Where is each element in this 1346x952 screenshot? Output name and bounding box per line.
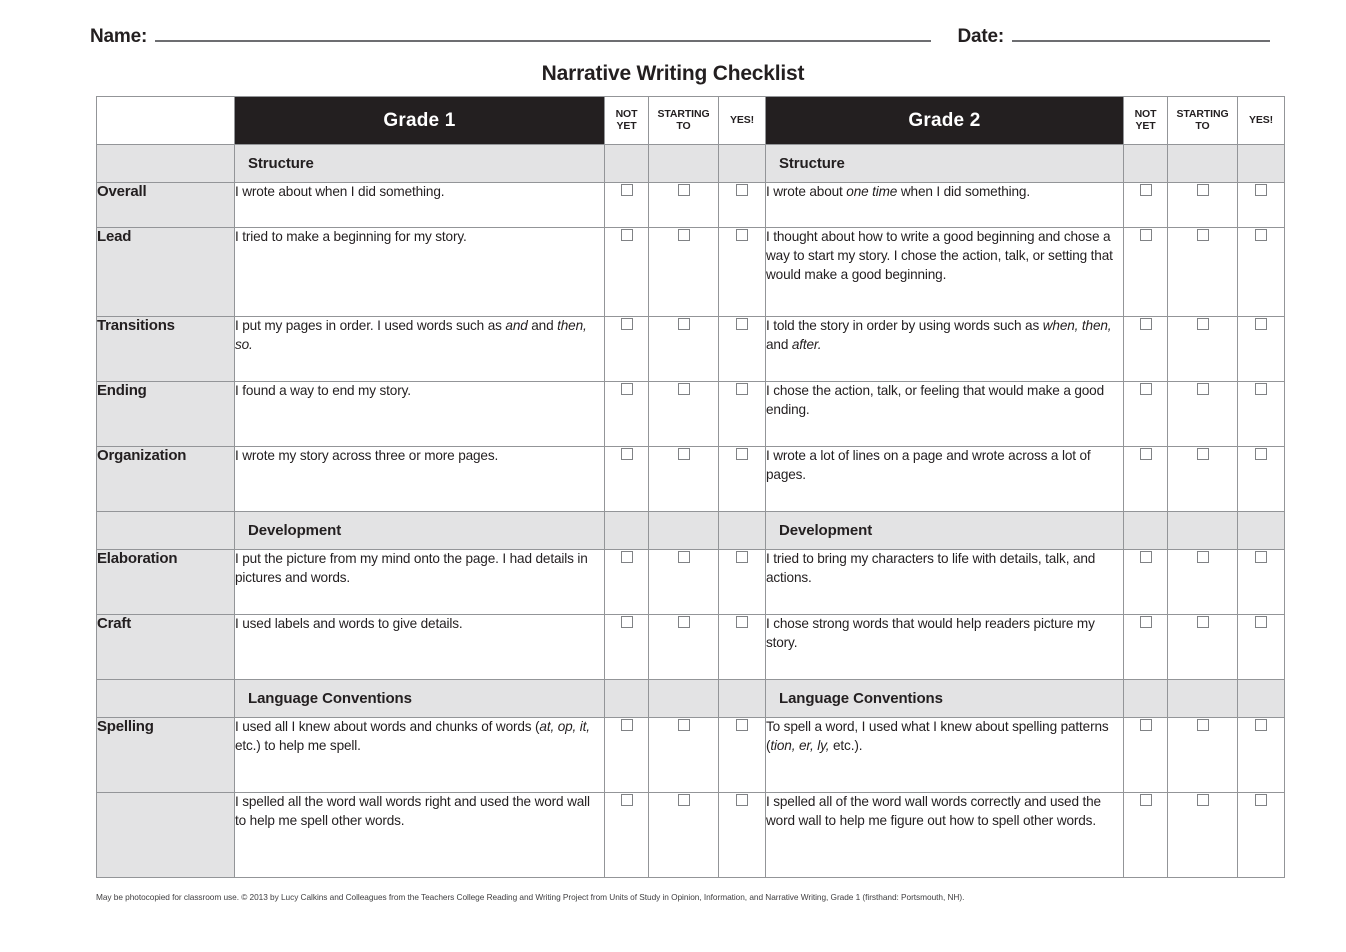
header-g1-yes (719, 97, 766, 145)
grade1-statement-spelling: I used all I knew about words and chunks of words (at, op, it, etc.) to help me spell. (235, 718, 605, 793)
checkbox-cell-g1-yes-lead[interactable] (719, 228, 766, 317)
checkbox-cell-g2-not-yet-elaboration[interactable] (1124, 550, 1168, 615)
checkbox-icon[interactable] (678, 318, 690, 330)
checkbox-cell-g2-yes-organization[interactable] (1238, 447, 1285, 512)
checkbox-icon[interactable] (621, 229, 633, 241)
checkbox-icon[interactable] (1140, 719, 1152, 731)
checkbox-cell-g2-starting-to-craft[interactable] (1168, 615, 1238, 680)
checkbox-icon[interactable] (1255, 383, 1267, 395)
section-spacer-g2 (1168, 145, 1238, 183)
checkbox-cell-g1-yes-craft[interactable] (719, 615, 766, 680)
section-spacer-g2 (1124, 512, 1168, 550)
checkbox-cell-g1-yes-organization[interactable] (719, 447, 766, 512)
header-g2-yes (1238, 97, 1285, 145)
checkbox-icon[interactable] (1140, 318, 1152, 330)
checkbox-icon[interactable] (621, 551, 633, 563)
checkbox-cell-g2-starting-to-organization[interactable] (1168, 447, 1238, 512)
grade1-statement-overall: I wrote about when I did something. (235, 183, 605, 228)
checkbox-cell-g1-starting-to-organization[interactable] (649, 447, 719, 512)
checkbox-icon[interactable] (736, 184, 748, 196)
checkbox-icon[interactable] (1255, 318, 1267, 330)
checkbox-icon[interactable] (621, 318, 633, 330)
checkbox-cell-g2-not-yet-ending[interactable] (1124, 382, 1168, 447)
section-spacer-g1 (719, 680, 766, 718)
checkbox-cell-g1-not-yet-transitions[interactable] (605, 317, 649, 382)
header-g1-starting-line1: STARTING (657, 107, 710, 120)
checkbox-cell-g2-not-yet-lead[interactable] (1124, 228, 1168, 317)
checkbox-cell-g1-yes-elaboration[interactable] (719, 550, 766, 615)
section-label-grade2: Structure (766, 145, 1124, 183)
header-g1-starting-line2: TO (676, 119, 691, 132)
checkbox-icon[interactable] (1255, 184, 1267, 196)
checkbox-cell-g2-not-yet-overall[interactable] (1124, 183, 1168, 228)
name-label: Name: (90, 26, 148, 47)
section-label-grade1: Language Conventions (235, 680, 605, 718)
checkbox-icon[interactable] (1140, 616, 1152, 628)
section-spacer-g1 (719, 145, 766, 183)
checkbox-icon[interactable] (736, 551, 748, 563)
checkbox-icon[interactable] (1140, 383, 1152, 395)
row-category-ending: Ending (97, 382, 235, 447)
header-g2-yes-line1: YES! (1248, 113, 1274, 126)
grade1-statement-organization: I wrote my story across three or more pages. (235, 447, 605, 512)
checkbox-cell-g2-yes-spelling[interactable] (1238, 718, 1285, 793)
checkbox-icon[interactable] (621, 616, 633, 628)
table-header-row (97, 97, 1285, 145)
header-g1-yes-line1: YES! (729, 113, 755, 126)
grade2-statement-organization: I wrote a lot of lines on a page and wrote across a lot of pages. (766, 447, 1124, 512)
section-spacer-g1 (605, 512, 649, 550)
checkbox-icon[interactable] (736, 719, 748, 731)
section-spacer-g1 (605, 680, 649, 718)
checkbox-cell-g1-not-yet-ending[interactable] (605, 382, 649, 447)
checkbox-icon[interactable] (736, 229, 748, 241)
checkbox-cell-g1-not-yet-continued[interactable] (605, 793, 649, 878)
checkbox-icon[interactable] (678, 184, 690, 196)
checkbox-icon[interactable] (1197, 229, 1209, 241)
section-header-row (97, 145, 1285, 183)
checkbox-cell-g1-starting-to-lead[interactable] (649, 228, 719, 317)
section-label-grade1: Development (235, 512, 605, 550)
section-spacer-g1 (719, 512, 766, 550)
checkbox-icon[interactable] (1197, 719, 1209, 731)
row-category-organization: Organization (97, 447, 235, 512)
checkbox-cell-g1-not-yet-organization[interactable] (605, 447, 649, 512)
checkbox-icon[interactable] (736, 794, 748, 806)
checkbox-cell-g1-yes-spelling[interactable] (719, 718, 766, 793)
row-category-spelling: Spelling (97, 718, 235, 793)
checkbox-cell-g2-starting-to-overall[interactable] (1168, 183, 1238, 228)
grade2-statement-spelling: To spell a word, I used what I knew about spelling patterns (tion, er, ly, etc.). (766, 718, 1124, 793)
checkbox-cell-g1-yes-continued[interactable] (719, 793, 766, 878)
checkbox-icon[interactable] (1255, 448, 1267, 460)
header-g1-not-yet-line1: NOT (615, 107, 638, 120)
checkbox-icon[interactable] (1255, 719, 1267, 731)
checkbox-cell-g1-not-yet-spelling[interactable] (605, 718, 649, 793)
checkbox-icon[interactable] (1255, 229, 1267, 241)
grade1-statement-transitions: I put my pages in order. I used words such as and and then, so. (235, 317, 605, 382)
table-row (97, 447, 1285, 512)
section-spacer-g2 (1238, 512, 1285, 550)
checkbox-icon[interactable] (678, 383, 690, 395)
checkbox-cell-g2-starting-to-spelling[interactable] (1168, 718, 1238, 793)
checkbox-cell-g2-not-yet-spelling[interactable] (1124, 718, 1168, 793)
checkbox-cell-g2-yes-ending[interactable] (1238, 382, 1285, 447)
section-header-row (97, 512, 1285, 550)
checkbox-cell-g2-starting-to-elaboration[interactable] (1168, 550, 1238, 615)
section-spacer-g2 (1238, 680, 1285, 718)
checkbox-cell-g1-not-yet-elaboration[interactable] (605, 550, 649, 615)
checkbox-cell-g1-starting-to-overall[interactable] (649, 183, 719, 228)
grade1-statement-craft: I used labels and words to give details. (235, 615, 605, 680)
checkbox-cell-g2-yes-elaboration[interactable] (1238, 550, 1285, 615)
checkbox-cell-g1-starting-to-elaboration[interactable] (649, 550, 719, 615)
checkbox-icon[interactable] (1255, 616, 1267, 628)
checkbox-icon[interactable] (621, 184, 633, 196)
header-g2-not-yet (1124, 97, 1168, 145)
grade2-statement-overall: I wrote about one time when I did something. (766, 183, 1124, 228)
row-category-lead: Lead (97, 228, 235, 317)
checkbox-icon[interactable] (1140, 229, 1152, 241)
checkbox-cell-g2-not-yet-continued[interactable] (1124, 793, 1168, 878)
checkbox-icon[interactable] (1140, 551, 1152, 563)
header-g2-not-yet-line1: NOT (1134, 107, 1157, 120)
table-row (97, 228, 1285, 317)
table-row (97, 317, 1285, 382)
copyright-footer: May be photocopied for classroom use. © 2013 by Lucy Calkins and Colleagues from the Teachers College Reading and Writing Project from Units of Study in Opinion, Information, and Narrative Writing, Grade 1 (firsthand: Portsmouth, NH). (96, 892, 965, 902)
checkbox-cell-g2-starting-to-lead[interactable] (1168, 228, 1238, 317)
checkbox-icon[interactable] (1197, 184, 1209, 196)
grade2-statement-continued: I spelled all of the word wall words correctly and used the word wall to help me figure out how to spell other words. (766, 793, 1124, 878)
checkbox-icon[interactable] (678, 719, 690, 731)
section-spacer-g1 (605, 145, 649, 183)
row-category-overall: Overall (97, 183, 235, 228)
grade1-statement-ending: I found a way to end my story. (235, 382, 605, 447)
checklist-table (96, 96, 1285, 878)
checkbox-icon[interactable] (1197, 383, 1209, 395)
checkbox-cell-g1-starting-to-transitions[interactable] (649, 317, 719, 382)
section-header-row (97, 680, 1285, 718)
section-spacer-g1 (649, 145, 719, 183)
table-row (97, 615, 1285, 680)
header-grade2: Grade 2 (766, 97, 1124, 145)
section-spacer-g2 (1168, 680, 1238, 718)
checkbox-icon[interactable] (736, 448, 748, 460)
checkbox-cell-g1-yes-ending[interactable] (719, 382, 766, 447)
checkbox-icon[interactable] (1197, 794, 1209, 806)
checkbox-cell-g1-starting-to-spelling[interactable] (649, 718, 719, 793)
header-g2-starting-to (1168, 97, 1238, 145)
checklist-body (97, 97, 1285, 878)
row-category-craft: Craft (97, 615, 235, 680)
section-label-grade1: Structure (235, 145, 605, 183)
grade1-statement-continued: I spelled all the word wall words right and used the word wall to help me spell other words. (235, 793, 605, 878)
checkbox-cell-g2-yes-transitions[interactable] (1238, 317, 1285, 382)
header-blank-cell (97, 97, 235, 145)
section-spacer-g1 (649, 680, 719, 718)
row-category-continued (97, 793, 235, 878)
checkbox-cell-g2-starting-to-ending[interactable] (1168, 382, 1238, 447)
checkbox-cell-g1-yes-transitions[interactable] (719, 317, 766, 382)
section-category-spacer (97, 680, 235, 718)
checkbox-cell-g2-yes-overall[interactable] (1238, 183, 1285, 228)
grade2-statement-elaboration: I tried to bring my characters to life with details, talk, and actions. (766, 550, 1124, 615)
checkbox-icon[interactable] (1197, 318, 1209, 330)
checkbox-icon[interactable] (678, 794, 690, 806)
checkbox-cell-g1-starting-to-ending[interactable] (649, 382, 719, 447)
checkbox-icon[interactable] (621, 794, 633, 806)
checkbox-cell-g2-yes-lead[interactable] (1238, 228, 1285, 317)
table-row (97, 718, 1285, 793)
checkbox-icon[interactable] (678, 229, 690, 241)
header-g1-not-yet-line2: YET (616, 119, 637, 132)
section-spacer-g1 (649, 512, 719, 550)
checkbox-icon[interactable] (1255, 551, 1267, 563)
checkbox-cell-g2-starting-to-continued[interactable] (1168, 793, 1238, 878)
checkbox-cell-g1-not-yet-lead[interactable] (605, 228, 649, 317)
checkbox-icon[interactable] (678, 448, 690, 460)
row-category-elaboration: Elaboration (97, 550, 235, 615)
section-label-grade2: Language Conventions (766, 680, 1124, 718)
checkbox-cell-g1-not-yet-overall[interactable] (605, 183, 649, 228)
checkbox-icon[interactable] (1197, 551, 1209, 563)
header-g2-starting-line1: STARTING (1176, 107, 1229, 120)
header-g2-not-yet-line2: YET (1135, 119, 1156, 132)
checkbox-cell-g2-not-yet-craft[interactable] (1124, 615, 1168, 680)
checklist-table-wrap (0, 96, 1346, 878)
row-category-transitions: Transitions (97, 317, 235, 382)
checkbox-icon[interactable] (1140, 448, 1152, 460)
grade2-statement-craft: I chose strong words that would help readers picture my story. (766, 615, 1124, 680)
checkbox-cell-g1-yes-overall[interactable] (719, 183, 766, 228)
table-row (97, 382, 1285, 447)
checkbox-cell-g2-not-yet-organization[interactable] (1124, 447, 1168, 512)
checkbox-icon[interactable] (736, 616, 748, 628)
table-row (97, 793, 1285, 878)
checkbox-icon[interactable] (678, 616, 690, 628)
grade2-statement-ending: I chose the action, talk, or feeling that would make a good ending. (766, 382, 1124, 447)
checkbox-icon[interactable] (736, 383, 748, 395)
checkbox-icon[interactable] (621, 448, 633, 460)
checkbox-icon[interactable] (1255, 794, 1267, 806)
date-input-line[interactable] (1012, 26, 1270, 42)
header-g1-starting-to (649, 97, 719, 145)
name-input-line[interactable] (155, 26, 931, 42)
table-row (97, 183, 1285, 228)
checkbox-cell-g2-yes-continued[interactable] (1238, 793, 1285, 878)
checkbox-icon[interactable] (1140, 184, 1152, 196)
checkbox-cell-g2-not-yet-transitions[interactable] (1124, 317, 1168, 382)
section-spacer-g2 (1168, 512, 1238, 550)
checkbox-icon[interactable] (1140, 794, 1152, 806)
grade2-statement-transitions: I told the story in order by using words such as when, then, and after. (766, 317, 1124, 382)
checkbox-icon[interactable] (1197, 448, 1209, 460)
date-label: Date: (957, 26, 1004, 47)
header-g2-starting-line2: TO (1195, 119, 1210, 132)
section-spacer-g2 (1124, 680, 1168, 718)
section-category-spacer (97, 145, 235, 183)
grade2-statement-lead: I thought about how to write a good beginning and chose a way to start my story. I chose the action, talk, or setting that would make a good beginning. (766, 228, 1124, 317)
checkbox-icon[interactable] (1197, 616, 1209, 628)
checkbox-icon[interactable] (736, 318, 748, 330)
section-spacer-g2 (1124, 145, 1168, 183)
checkbox-cell-g2-starting-to-transitions[interactable] (1168, 317, 1238, 382)
table-row (97, 550, 1285, 615)
checkbox-cell-g1-not-yet-craft[interactable] (605, 615, 649, 680)
checkbox-cell-g2-yes-craft[interactable] (1238, 615, 1285, 680)
name-date-row (0, 0, 1346, 48)
checkbox-icon[interactable] (621, 383, 633, 395)
checkbox-cell-g1-starting-to-craft[interactable] (649, 615, 719, 680)
header-g1-not-yet (605, 97, 649, 145)
checkbox-icon[interactable] (678, 551, 690, 563)
section-label-grade2: Development (766, 512, 1124, 550)
page-title: Narrative Writing Checklist (541, 62, 805, 85)
grade1-statement-elaboration: I put the picture from my mind onto the page. I had details in pictures and words. (235, 550, 605, 615)
grade1-statement-lead: I tried to make a beginning for my story. (235, 228, 605, 317)
checkbox-icon[interactable] (621, 719, 633, 731)
header-grade1: Grade 1 (235, 97, 605, 145)
section-spacer-g2 (1238, 145, 1285, 183)
section-category-spacer (97, 512, 235, 550)
checkbox-cell-g1-starting-to-continued[interactable] (649, 793, 719, 878)
